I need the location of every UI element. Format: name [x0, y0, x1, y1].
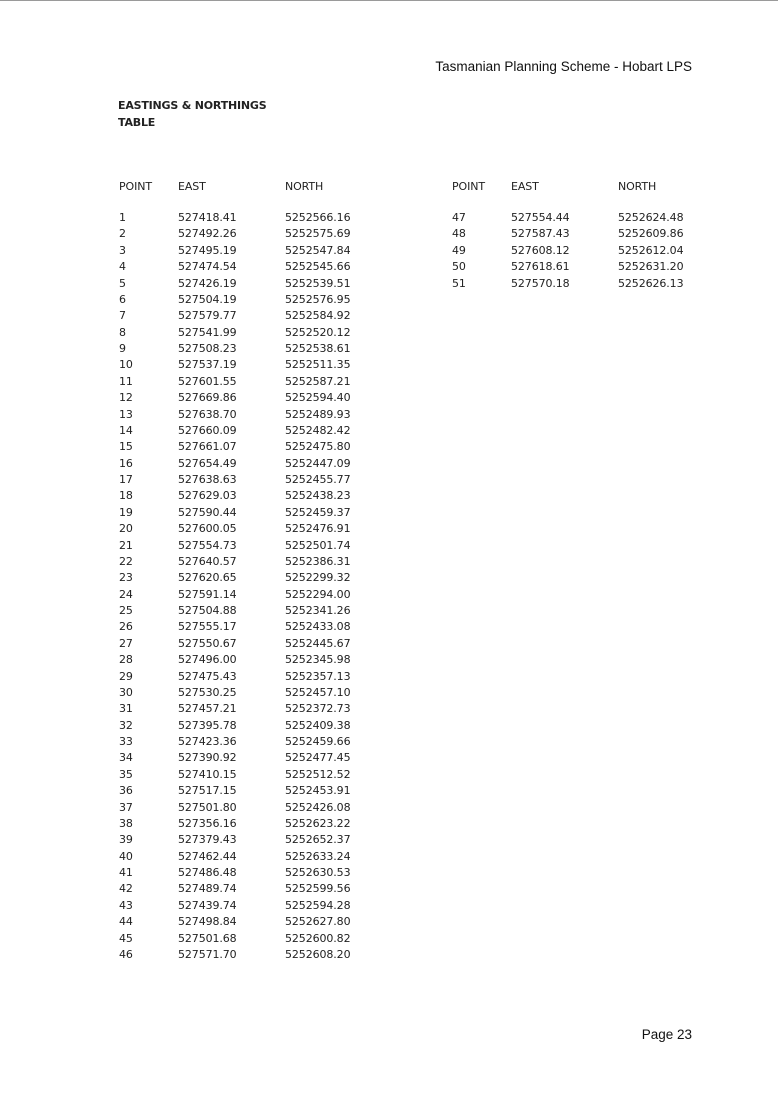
north-cell: 5252433.08	[285, 620, 351, 634]
north-cell: 5252457.10	[285, 685, 351, 699]
north-cell: 5252476.91	[285, 522, 351, 536]
point-cell: 33	[119, 735, 133, 748]
point-cell: 22	[119, 554, 133, 568]
east-cell: 527530.25	[178, 685, 237, 699]
north-cell: 5252633.24	[285, 849, 351, 863]
point-cell: 14	[119, 423, 133, 437]
east-cell: 527587.43	[511, 227, 570, 241]
point-cell: 8	[119, 325, 126, 339]
north-cell: 5252624.48	[618, 211, 684, 224]
point-cell: 44	[119, 915, 133, 929]
north-cell: 5252438.23	[285, 489, 351, 503]
north-cell: 5252341.26	[285, 604, 351, 617]
north-cell: 5252459.66	[285, 735, 351, 748]
north-cell: 5252520.12	[285, 325, 351, 339]
point-cell: 20	[119, 522, 133, 536]
point-cell: 6	[119, 292, 126, 306]
east-cell: 527439.74	[178, 898, 237, 912]
east-cell: 527410.15	[178, 767, 237, 781]
top-border-rule	[0, 0, 778, 1]
north-cell: 5252409.38	[285, 718, 351, 732]
point-cell: 32	[119, 718, 133, 732]
east-cell: 527601.55	[178, 374, 237, 388]
column-header-point: POINT	[119, 180, 152, 193]
east-cell: 527669.86	[178, 391, 237, 405]
east-cell: 527629.03	[178, 489, 237, 503]
east-cell: 527608.12	[511, 243, 570, 257]
east-cell: 527379.43	[178, 833, 237, 847]
point-cell: 31	[119, 702, 133, 716]
point-cell: 12	[119, 391, 133, 405]
coordinates-table-right	[452, 179, 712, 319]
east-cell: 527640.57	[178, 554, 237, 568]
north-cell: 5252357.13	[285, 669, 351, 683]
north-cell: 5252539.51	[285, 276, 351, 290]
east-cell: 527618.61	[511, 260, 570, 274]
east-cell: 527554.73	[178, 538, 237, 552]
north-cell: 5252447.09	[285, 456, 351, 470]
east-cell: 527517.15	[178, 784, 237, 798]
east-cell: 527492.26	[178, 227, 237, 241]
east-cell: 527395.78	[178, 718, 237, 732]
east-cell: 527638.70	[178, 407, 237, 421]
north-cell: 5252608.20	[285, 947, 351, 961]
point-cell: 7	[119, 309, 126, 323]
east-cell: 527508.23	[178, 342, 237, 355]
point-cell: 3	[119, 243, 126, 257]
point-cell: 4	[119, 260, 126, 274]
point-cell: 10	[119, 358, 133, 372]
point-cell: 49	[452, 243, 466, 257]
east-cell: 527537.19	[178, 358, 237, 372]
east-cell: 527423.36	[178, 735, 237, 748]
east-cell: 527498.84	[178, 915, 237, 929]
north-cell: 5252652.37	[285, 833, 351, 847]
north-cell: 5252538.61	[285, 342, 351, 355]
point-cell: 36	[119, 784, 133, 798]
east-cell: 527554.44	[511, 211, 570, 224]
north-cell: 5252294.00	[285, 587, 351, 601]
east-cell: 527489.74	[178, 882, 237, 896]
north-cell: 5252566.16	[285, 211, 351, 224]
north-cell: 5252477.45	[285, 751, 351, 765]
north-cell: 5252512.52	[285, 767, 351, 781]
point-cell: 23	[119, 571, 133, 585]
point-cell: 37	[119, 800, 133, 814]
point-cell: 19	[119, 505, 133, 519]
point-cell: 18	[119, 489, 133, 503]
east-cell: 527638.63	[178, 473, 237, 486]
north-cell: 5252594.40	[285, 391, 351, 405]
point-cell: 29	[119, 669, 133, 683]
point-cell: 25	[119, 604, 133, 617]
east-cell: 527555.17	[178, 620, 237, 634]
north-cell: 5252626.13	[618, 276, 684, 290]
point-cell: 39	[119, 833, 133, 847]
north-cell: 5252547.84	[285, 243, 351, 257]
north-cell: 5252455.77	[285, 473, 351, 486]
point-cell: 35	[119, 767, 133, 781]
column-header-north: NORTH	[618, 180, 657, 193]
point-cell: 50	[452, 260, 466, 274]
point-cell: 2	[119, 227, 126, 241]
north-cell: 5252489.93	[285, 407, 351, 421]
point-cell: 1	[119, 211, 126, 224]
point-cell: 28	[119, 653, 133, 667]
column-header-east: EAST	[178, 180, 206, 193]
point-cell: 9	[119, 342, 126, 355]
column-header-north: NORTH	[285, 180, 324, 193]
point-cell: 43	[119, 898, 133, 912]
point-cell: 40	[119, 849, 133, 863]
north-cell: 5252482.42	[285, 423, 351, 437]
page-number: Page 23	[641, 1027, 692, 1042]
east-cell: 527495.19	[178, 243, 237, 257]
point-cell: 34	[119, 751, 133, 765]
east-cell: 527591.14	[178, 587, 237, 601]
east-cell: 527496.00	[178, 653, 237, 667]
point-cell: 15	[119, 440, 133, 454]
point-cell: 30	[119, 685, 133, 699]
east-cell: 527501.80	[178, 800, 237, 814]
north-cell: 5252623.22	[285, 816, 351, 830]
north-cell: 5252627.80	[285, 915, 351, 929]
page-header-title: Tasmanian Planning Scheme - Hobart LPS	[435, 59, 692, 74]
east-cell: 527600.05	[178, 522, 237, 536]
east-cell: 527356.16	[178, 816, 237, 830]
north-cell: 5252459.37	[285, 505, 351, 519]
north-cell: 5252600.82	[285, 931, 351, 945]
north-cell: 5252386.31	[285, 554, 351, 568]
east-cell: 527590.44	[178, 505, 237, 519]
east-cell: 527504.19	[178, 292, 237, 306]
point-cell: 11	[119, 374, 133, 388]
point-cell: 48	[452, 227, 466, 241]
point-cell: 24	[119, 587, 133, 601]
east-cell: 527426.19	[178, 276, 237, 290]
north-cell: 5252372.73	[285, 702, 351, 716]
point-cell: 21	[119, 538, 133, 552]
north-cell: 5252475.80	[285, 440, 351, 454]
point-cell: 41	[119, 866, 133, 879]
north-cell: 5252576.95	[285, 292, 351, 306]
east-cell: 527462.44	[178, 849, 237, 863]
east-cell: 527418.41	[178, 211, 237, 224]
north-cell: 5252587.21	[285, 374, 351, 388]
east-cell: 527579.77	[178, 309, 237, 323]
column-header-point: POINT	[452, 180, 485, 193]
east-cell: 527654.49	[178, 456, 237, 470]
east-cell: 527570.18	[511, 276, 570, 290]
point-cell: 5	[119, 276, 126, 290]
east-cell: 527457.21	[178, 702, 237, 716]
point-cell: 46	[119, 947, 133, 961]
document-title-line-1: EASTINGS & NORTHINGS	[118, 99, 267, 112]
east-cell: 527501.68	[178, 931, 237, 945]
point-cell: 17	[119, 473, 133, 486]
north-cell: 5252594.28	[285, 898, 351, 912]
north-cell: 5252453.91	[285, 784, 351, 798]
point-cell: 45	[119, 931, 133, 945]
east-cell: 527620.65	[178, 571, 237, 585]
north-cell: 5252599.56	[285, 882, 351, 896]
north-cell: 5252631.20	[618, 260, 684, 274]
east-cell: 527390.92	[178, 751, 237, 765]
east-cell: 527660.09	[178, 423, 237, 437]
east-cell: 527550.67	[178, 636, 237, 650]
north-cell: 5252545.66	[285, 260, 351, 274]
north-cell: 5252612.04	[618, 243, 684, 257]
north-cell: 5252630.53	[285, 866, 351, 879]
north-cell: 5252511.35	[285, 358, 351, 372]
point-cell: 38	[119, 816, 133, 830]
point-cell: 47	[452, 211, 466, 224]
north-cell: 5252501.74	[285, 538, 351, 552]
east-cell: 527541.99	[178, 325, 237, 339]
column-header-east: EAST	[511, 180, 539, 193]
document-title	[118, 97, 266, 131]
document-title-line-2: TABLE	[118, 116, 156, 129]
east-cell: 527474.54	[178, 260, 237, 274]
east-cell: 527475.43	[178, 669, 237, 683]
coordinates-table-left	[119, 179, 379, 969]
north-cell: 5252609.86	[618, 227, 684, 241]
point-cell: 13	[119, 407, 133, 421]
east-cell: 527571.70	[178, 947, 237, 961]
point-cell: 26	[119, 620, 133, 634]
north-cell: 5252575.69	[285, 227, 351, 241]
north-cell: 5252345.98	[285, 653, 351, 667]
east-cell: 527486.48	[178, 866, 237, 879]
north-cell: 5252299.32	[285, 571, 351, 585]
point-cell: 51	[452, 276, 466, 290]
north-cell: 5252584.92	[285, 309, 351, 323]
point-cell: 16	[119, 456, 133, 470]
east-cell: 527504.88	[178, 604, 237, 617]
point-cell: 27	[119, 636, 133, 650]
north-cell: 5252426.08	[285, 800, 351, 814]
east-cell: 527661.07	[178, 440, 237, 454]
point-cell: 42	[119, 882, 133, 896]
north-cell: 5252445.67	[285, 636, 351, 650]
